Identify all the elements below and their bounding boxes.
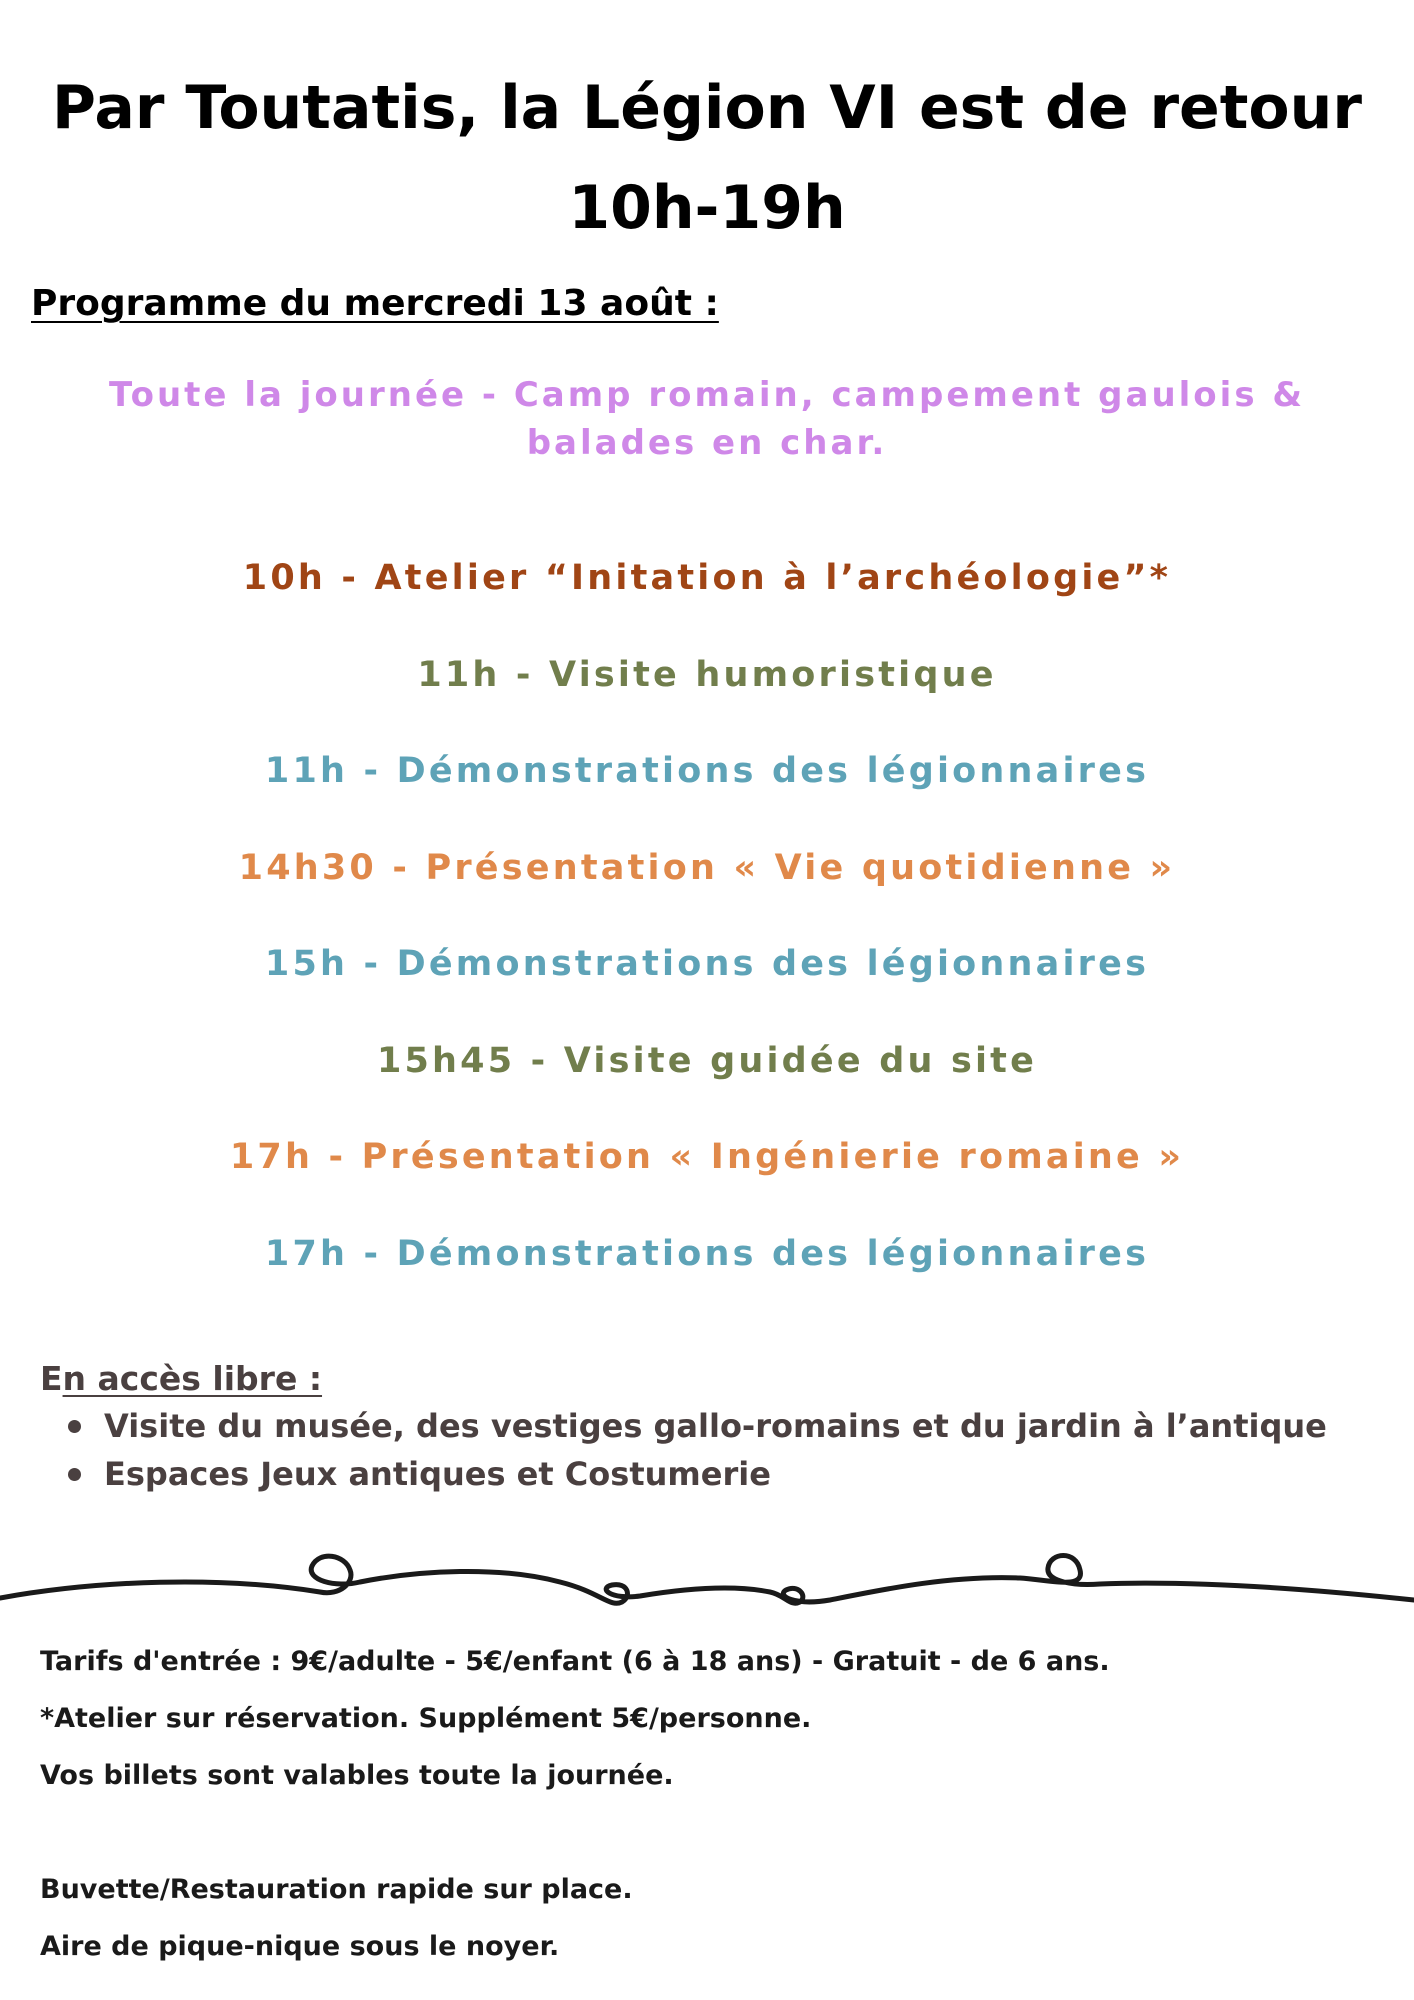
info-line-food: Buvette/Restauration rapide sur place. [40,1874,633,1905]
program-heading: Programme du mercredi 13 août : [31,283,719,324]
info-line-tickets: Vos billets sont valables toute la journée. [40,1760,674,1791]
page-subtitle-hours: 10h-19h [568,173,846,243]
info-line-workshop: *Atelier sur réservation. Supplément 5€/personne. [40,1703,812,1734]
event-item: 15h - Démonstrations des légionnaires [264,944,1150,984]
all-day-line-2: balades en char. [526,423,888,463]
free-access-list [62,1402,1327,1498]
event-item: 15h45 - Visite guidée du site [376,1041,1038,1081]
swirl-divider-icon [0,1520,1414,1620]
event-item: 14h30 - Présentation « Vie quotidienne » [238,848,1176,888]
event-item: 17h - Démonstrations des légionnaires [264,1234,1150,1274]
event-item: 10h - Atelier “Initation à l’archéologie”* [242,558,1172,598]
event-item: 11h - Démonstrations des légionnaires [264,751,1150,791]
list-item-text: Visite du musée, des vestiges gallo-romains et du jardin à l’antique [104,1407,1327,1445]
free-access-heading [40,1357,322,1401]
bullet-icon [68,1468,81,1481]
info-line-prices: Tarifs d'entrée : 9€/adulte - 5€/enfant (6 à 18 ans) - Gratuit - de 6 ans. [40,1646,1110,1677]
event-item: 11h - Visite humoristique [417,655,997,695]
bullet-icon [68,1420,81,1433]
info-line-picnic: Aire de pique-nique sous le noyer. [40,1931,560,1962]
event-item: 17h - Présentation « Ingénierie romaine » [229,1137,1185,1177]
free-access-heading-initial: E [40,1359,63,1398]
page-title: Par Toutatis, la Légion VI est de retour [52,73,1362,143]
list-item [62,1450,1327,1498]
all-day-line-1: Toute la journée - Camp romain, campement gaulois & [108,375,1306,415]
list-item-text: Espaces Jeux antiques et Costumerie [104,1455,771,1493]
list-item [62,1402,1327,1450]
free-access-heading-rest: n accès libre : [62,1359,323,1398]
